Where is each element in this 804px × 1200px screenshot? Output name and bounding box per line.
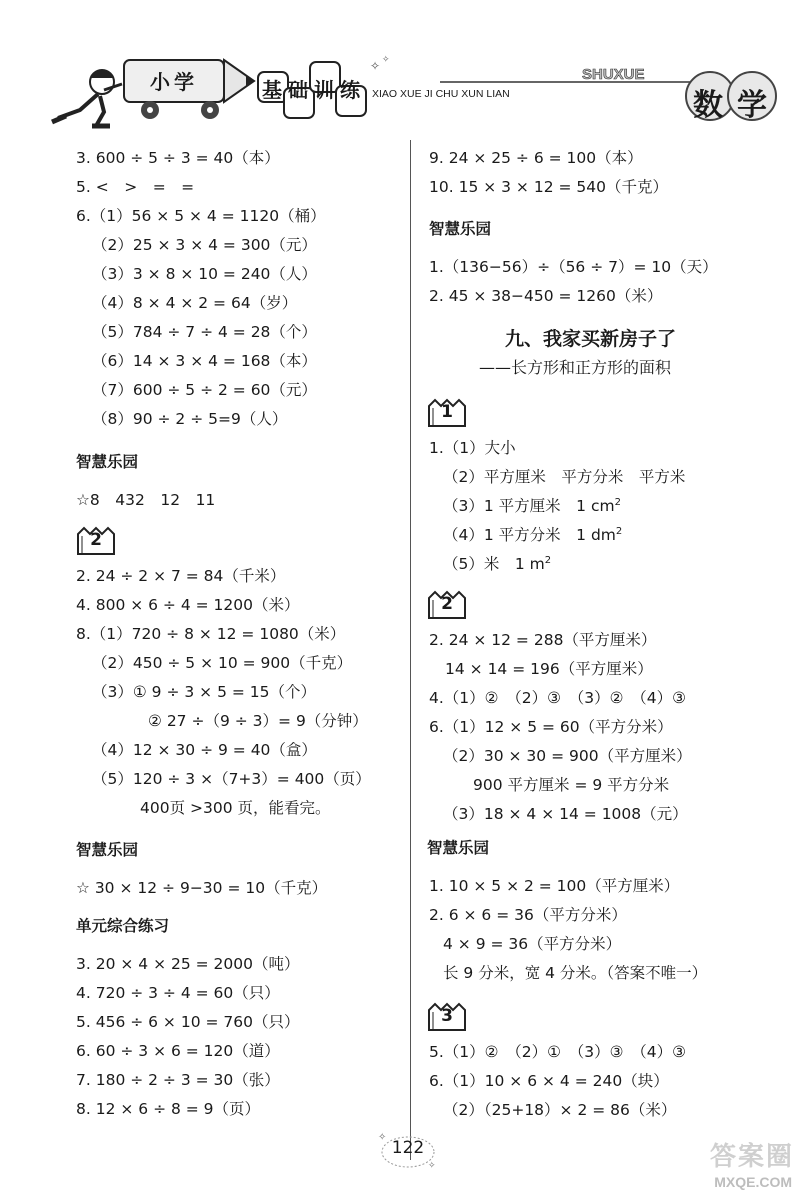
answer-line: 2. 45 × 38−450 = 1260（米）: [429, 287, 663, 305]
answer-line: 4 × 9 = 36（平方分米）: [443, 935, 622, 953]
lesson-badge-2: [425, 590, 469, 620]
answer-line: 2. 24 × 12 = 288（平方厘米）: [429, 631, 657, 649]
answer-line: 5. < > = =: [76, 178, 195, 196]
answer-line: 9. 24 × 25 ÷ 6 = 100（本）: [429, 149, 643, 167]
header-pinyin: XIAO XUE JI CHU XUN LIAN: [372, 88, 510, 100]
superscript: 2: [544, 554, 552, 566]
answer-line: 6.（1）12 × 5 = 60（平方分米）: [429, 718, 673, 736]
answer-line: ☆8 432 12 11: [76, 491, 216, 509]
answer-line: 3. 600 ÷ 5 ÷ 3 = 40（本）: [76, 149, 280, 167]
answer-line: 6. 60 ÷ 3 × 6 = 120（道）: [76, 1042, 280, 1060]
header-subject-cn: 数学: [693, 88, 781, 123]
answer-text: （3）1 平方厘米 1 cm: [443, 497, 615, 515]
answer-line: 8. 12 × 6 ÷ 8 = 9（页）: [76, 1100, 261, 1118]
answer-line: 6.（1）56 × 5 × 4 = 1120（桶）: [76, 207, 326, 225]
answer-line: （8）90 ÷ 2 ÷ 5=9（人）: [92, 410, 288, 428]
left-column: [70, 140, 400, 1140]
answer-line: （3）3 × 8 × 10 = 240（人）: [92, 265, 317, 283]
right-column: [425, 140, 775, 1140]
answer-line: 400页 >300 页，能看完。: [140, 799, 331, 817]
answer-line: 10. 15 × 3 × 12 = 540（千克）: [429, 178, 668, 196]
badge-number: 2: [441, 594, 453, 614]
answer-line: 900 平方厘米 = 9 平方分米: [473, 776, 670, 794]
svg-text:✧: ✧: [370, 59, 381, 73]
section-heading: 单元综合练习: [76, 917, 170, 935]
answer-line: （4）8 × 4 × 2 = 64（岁）: [92, 294, 298, 312]
answer-line: 4. 800 × 6 ÷ 4 = 1200（米）: [76, 596, 300, 614]
chapter-subtitle: ——长方形和正方形的面积: [479, 358, 672, 377]
answer-line: 4. 720 ÷ 3 ÷ 4 = 60（只）: [76, 984, 280, 1002]
answer-line: [443, 554, 551, 574]
section-heading: 智慧乐园: [427, 839, 490, 857]
watermark-logo: 答案圈: [709, 1142, 794, 1172]
page-number: 122: [391, 1138, 425, 1158]
answer-line: （7）600 ÷ 5 ÷ 2 = 60（元）: [92, 381, 317, 399]
answer-line: 6.（1）10 × 6 × 4 = 240（块）: [429, 1072, 669, 1090]
answer-line: [443, 525, 622, 545]
answer-text: （5）米 1 m: [443, 555, 545, 573]
answer-line: （2）平方厘米 平方分米 平方米: [443, 468, 686, 486]
svg-text:✧: ✧: [382, 55, 390, 65]
badge-number: 2: [90, 530, 102, 550]
page-header: [0, 0, 804, 140]
answer-line: 8.（1）720 ÷ 8 × 12 = 1080（米）: [76, 625, 346, 643]
answer-line: ☆ 30 × 12 ÷ 9−30 = 10（千克）: [76, 879, 328, 897]
answer-line: （2）25 × 3 × 4 = 300（元）: [92, 236, 317, 254]
answer-line: （2）450 ÷ 5 × 10 = 900（千克）: [92, 654, 353, 672]
lesson-badge-1: [425, 398, 469, 428]
section-heading: 智慧乐园: [429, 220, 492, 238]
section-heading: 智慧乐园: [76, 841, 139, 859]
answer-line: ② 27 ÷（9 ÷ 3）= 9（分钟）: [148, 712, 368, 730]
superscript: 2: [614, 496, 621, 508]
answer-line: （6）14 × 3 × 4 = 168（本）: [92, 352, 317, 370]
answer-line: 2. 6 × 6 = 36（平方分米）: [429, 906, 627, 924]
answer-line: [443, 496, 621, 516]
answer-line: 1.（136−56）÷（56 ÷ 7）= 10（天）: [429, 258, 718, 276]
answer-line: 5.（1）② （2）① （3）③ （4）③: [429, 1043, 687, 1061]
cartoon-kid-icon: [52, 70, 122, 126]
svg-text:✧: ✧: [378, 1132, 387, 1143]
column-divider: [410, 140, 411, 1160]
answer-line: （5）120 ÷ 3 ×（7+3）= 400（页）: [92, 770, 371, 788]
lesson-badge-2: [74, 526, 118, 556]
chapter-title: 九、我家买新房子了: [505, 328, 677, 350]
answer-line: 5. 456 ÷ 6 × 10 = 760（只）: [76, 1013, 300, 1031]
answer-line: 14 × 14 = 196（平方厘米）: [445, 660, 653, 678]
superscript: 2: [615, 525, 623, 537]
answer-line: （5）784 ÷ 7 ÷ 4 = 28（个）: [92, 323, 317, 341]
section-heading: 智慧乐园: [76, 453, 139, 471]
answer-line: 4.（1）② （2）③ （3）② （4）③: [429, 689, 687, 707]
badge-number: 1: [441, 402, 453, 422]
answer-line: （2）30 × 30 = 900（平方厘米）: [443, 747, 692, 765]
answer-line: 3. 20 × 4 × 25 = 2000（吨）: [76, 955, 300, 973]
header-subject-en: SHUXUE: [582, 66, 645, 83]
lesson-badge-3: [425, 1002, 469, 1032]
answer-line: 长 9 分米，宽 4 分米。（答案不唯一）: [443, 964, 708, 982]
answer-text: （4）1 平方分米 1 dm: [443, 526, 616, 544]
answer-line: 1. 10 × 5 × 2 = 100（平方厘米）: [429, 877, 680, 895]
answer-line: 2. 24 ÷ 2 × 7 = 84（千米）: [76, 567, 286, 585]
header-banner-graphic: [0, 0, 804, 140]
answer-line: 1.（1）大小: [429, 439, 516, 457]
answer-line: （4）12 × 30 ÷ 9 = 40（盒）: [92, 741, 317, 759]
header-title-main: 基础训练: [262, 78, 366, 102]
answer-line: （3）18 × 4 × 14 = 1008（元）: [443, 805, 688, 823]
badge-number: 3: [441, 1006, 453, 1026]
svg-text:✧: ✧: [428, 1161, 436, 1171]
watermark: [664, 1136, 794, 1192]
answer-line: （2）（25+18）× 2 = 86（米）: [443, 1101, 677, 1119]
header-title-small: 小学: [150, 70, 198, 94]
answer-line: 7. 180 ÷ 2 ÷ 3 = 30（张）: [76, 1071, 280, 1089]
watermark-url: MXQE.COM: [714, 1174, 792, 1190]
answer-line: （3）① 9 ÷ 3 × 5 = 15（个）: [92, 683, 317, 701]
